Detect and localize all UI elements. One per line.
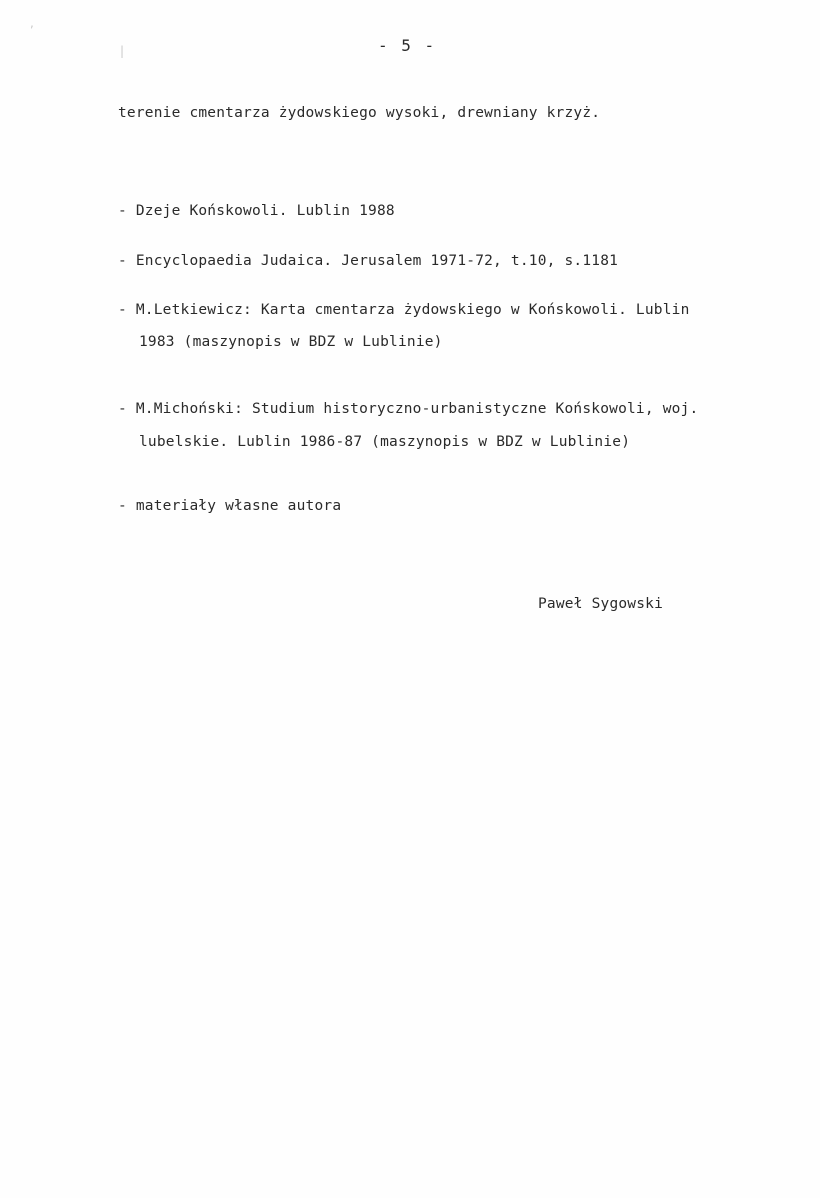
continuation-text: terenie cmentarza żydowskiego wysoki, drewniany krzyż.	[118, 105, 601, 121]
page-number: - 5 -	[378, 36, 437, 55]
reference-item: - materiały własne autora	[118, 498, 342, 514]
reference-item-continuation: 1983 (maszynopis w BDZ w Lublinie)	[139, 334, 443, 350]
reference-item-continuation: lubelskie. Lublin 1986-87 (maszynopis w BDZ w Lublinie)	[139, 434, 631, 450]
reference-item: - Dzeje Końskowoli. Lublin 1988	[118, 203, 395, 219]
reference-item: - M.Letkiewicz: Karta cmentarza żydowskiego w Końskowoli. Lublin	[118, 302, 690, 318]
margin-mark: ,	[30, 16, 35, 30]
reference-item: - Encyclopaedia Judaica. Jerusalem 1971-72, t.10, s.1181	[118, 253, 619, 269]
author-signature: Paweł Sygowski	[538, 596, 664, 612]
margin-mark: |	[120, 44, 125, 58]
reference-item: - M.Michoński: Studium historyczno-urbanistyczne Końskowoli, woj.	[118, 401, 699, 417]
